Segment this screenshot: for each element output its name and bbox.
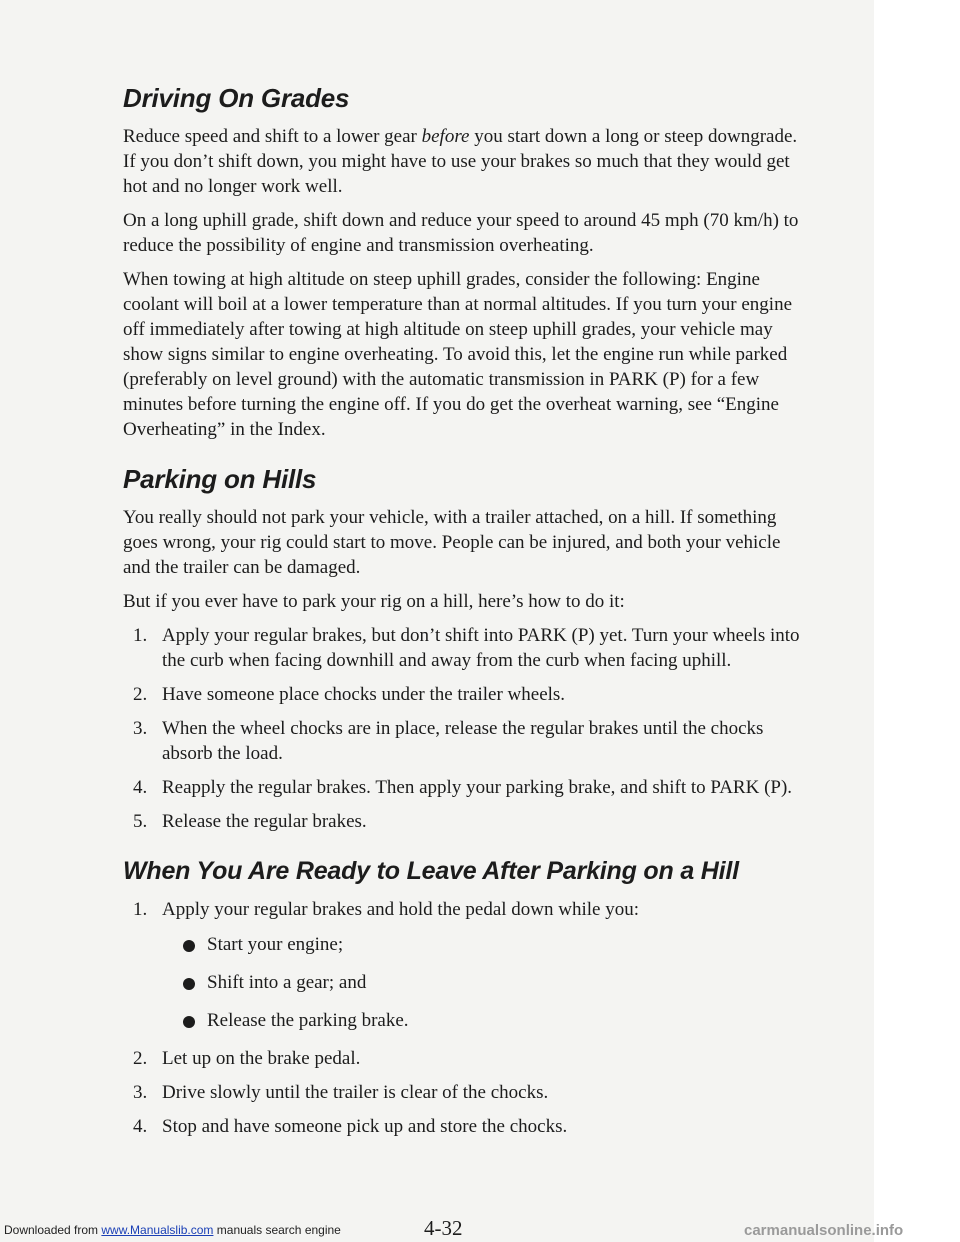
bullet-icon bbox=[183, 940, 195, 952]
section-heading-leave-after-parking: When You Are Ready to Leave After Parking on a Hill bbox=[123, 857, 739, 885]
step-number: 3. bbox=[133, 718, 148, 739]
leaving-steps-list bbox=[123, 897, 803, 1139]
text: you start down a long or steep downgrade. If you don’t shift down, you might have to use your brakes so much that they would get hot and no longer work well. bbox=[123, 126, 798, 197]
step-text: Release the regular brakes. bbox=[162, 811, 367, 832]
step-text: Reapply the regular brakes. Then apply your parking brake, and shift to PARK (P). bbox=[162, 777, 793, 798]
paragraph: When towing at high altitude on steep uphill grades, consider the following: Engine coolant will boil at a lower temperature than at normal altitudes. If you turn your engine off immediately after towing at high altitude on steep uphill grades, your vehicle may show signs similar to engine overheating. To avoid this, let the engine run while parked (preferably on level ground) with the automatic transmission in PARK (P) for a few minutes before turning the engine off. If you do get the overheat warning, see “Engine Overheating” in the Index. bbox=[123, 269, 793, 440]
list-item bbox=[123, 1080, 803, 1105]
step-text: Stop and have someone pick up and store the chocks. bbox=[162, 1116, 568, 1137]
bullet-list bbox=[123, 932, 803, 1033]
step-text: Let up on the brake pedal. bbox=[162, 1048, 361, 1069]
bullet-item bbox=[123, 970, 803, 995]
section-heading-parking-on-hills: Parking on Hills bbox=[123, 464, 317, 494]
bullet-item bbox=[123, 932, 803, 957]
manualslib-link[interactable]: www.Manualslib.com bbox=[101, 1223, 214, 1237]
download-notice bbox=[4, 1223, 341, 1237]
text: Reduce speed and shift to a lower gear bbox=[123, 126, 422, 147]
bullet-text: Release the parking brake. bbox=[207, 1010, 409, 1031]
step-number: 5. bbox=[133, 811, 148, 832]
step-number: 1. bbox=[133, 625, 148, 646]
step-text: Apply your regular brakes, but don’t shift into PARK (P) yet. Turn your wheels into the curb when facing downhill and away from the curb when facing uphill. bbox=[162, 625, 800, 671]
list-item bbox=[123, 1046, 803, 1071]
page-footer bbox=[0, 1216, 960, 1242]
list-item bbox=[123, 897, 803, 1033]
page-content bbox=[123, 82, 803, 1148]
paragraph: On a long uphill grade, shift down and reduce your speed to around 45 mph (70 km/h) to reduce the possibility of engine and transmission overheating. bbox=[123, 210, 799, 256]
parking-steps-list bbox=[123, 623, 803, 834]
emphasis: before bbox=[421, 126, 470, 147]
list-item bbox=[123, 682, 803, 707]
bullet-icon bbox=[183, 978, 195, 990]
paragraph: But if you ever have to park your rig on a hill, here’s how to do it: bbox=[123, 591, 625, 612]
step-text: Apply your regular brakes and hold the pedal down while you: bbox=[162, 899, 639, 920]
step-number: 4. bbox=[133, 1116, 148, 1137]
section-heading-driving-on-grades: Driving On Grades bbox=[123, 83, 350, 113]
paragraph bbox=[123, 124, 803, 199]
bullet-icon bbox=[183, 1016, 195, 1028]
step-number: 2. bbox=[133, 684, 148, 705]
step-number: 1. bbox=[133, 899, 148, 920]
list-item bbox=[123, 623, 803, 673]
download-suffix: manuals search engine bbox=[213, 1223, 341, 1237]
list-item bbox=[123, 1114, 803, 1139]
paragraph: You really should not park your vehicle, with a trailer attached, on a hill. If something goes wrong, your rig could start to move. People can be injured, and both your vehicle and the trailer can be damaged. bbox=[123, 507, 781, 578]
watermark: carmanualsonline.info bbox=[744, 1222, 904, 1239]
step-number: 4. bbox=[133, 777, 148, 798]
list-item bbox=[123, 716, 803, 766]
step-number: 3. bbox=[133, 1082, 148, 1103]
list-item bbox=[123, 809, 803, 834]
page-number: 4-32 bbox=[424, 1216, 463, 1240]
bullet-text: Shift into a gear; and bbox=[207, 972, 367, 993]
bullet-text: Start your engine; bbox=[207, 934, 344, 955]
step-text: When the wheel chocks are in place, release the regular brakes until the chocks absorb the load. bbox=[162, 718, 764, 764]
step-text: Have someone place chocks under the trailer wheels. bbox=[162, 684, 566, 705]
step-text: Drive slowly until the trailer is clear of the chocks. bbox=[162, 1082, 549, 1103]
step-number: 2. bbox=[133, 1048, 148, 1069]
list-item bbox=[123, 775, 803, 800]
bullet-item bbox=[123, 1008, 803, 1033]
download-prefix: Downloaded from bbox=[4, 1223, 102, 1237]
